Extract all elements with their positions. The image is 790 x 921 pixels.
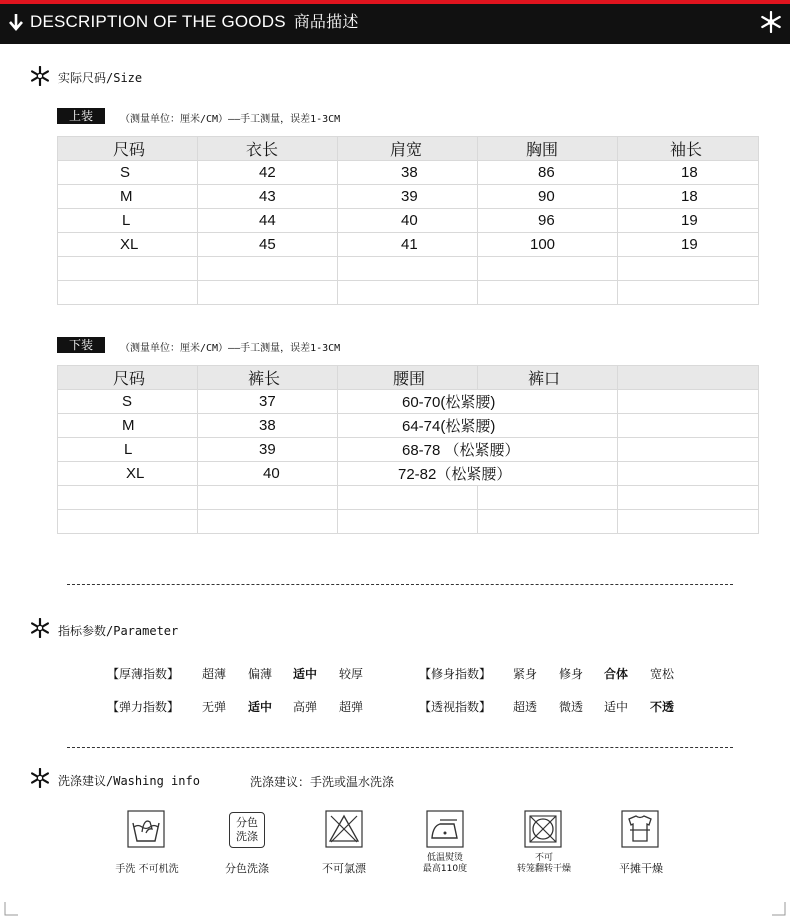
snowflake-icon: [30, 66, 50, 86]
cell: 68-78 （松紧腰）: [338, 438, 618, 462]
size-heading: 实际尺码/Size: [58, 71, 143, 85]
param-row-2: [0, 698, 790, 718]
header-title: [30, 9, 359, 32]
param-label-thickness: 【厚薄指数】: [107, 667, 180, 681]
table-row: [58, 209, 759, 233]
cell: 39: [198, 438, 338, 462]
cell: 19: [618, 233, 759, 257]
table-row: [58, 390, 759, 414]
cell: 38: [338, 161, 478, 185]
param-option-selected: 适中: [248, 700, 273, 714]
hand-wash-icon: [127, 810, 165, 848]
param-option: 超弹: [339, 700, 364, 714]
no-tumble-dry-icon: [524, 810, 562, 848]
cell: 100: [478, 233, 618, 257]
wash-caption: [505, 853, 583, 875]
cell: 38: [198, 414, 338, 438]
cell-size: XL: [58, 462, 198, 486]
param-option-selected: 适中: [293, 667, 318, 681]
table-row-empty: [58, 281, 759, 305]
param-option: 高弹: [293, 700, 318, 714]
param-label-sheerness: 【透视指数】: [419, 700, 492, 714]
table-row: [58, 185, 759, 209]
cell: 86: [478, 161, 618, 185]
cell: 37: [198, 390, 338, 414]
corner-mark: [4, 902, 18, 916]
snowflake-icon: [30, 618, 50, 638]
table-header-row: [58, 137, 759, 161]
cell: 18: [618, 161, 759, 185]
cell-size: S: [58, 161, 198, 185]
col-waist: 腰围: [338, 366, 478, 390]
cell: 40: [198, 462, 338, 486]
cell-size: S: [58, 390, 198, 414]
param-option: 无弹: [202, 700, 227, 714]
col-sleeve: 袖长: [618, 137, 759, 161]
cell: 96: [478, 209, 618, 233]
param-option-selected: 不透: [650, 700, 675, 714]
cell-size: L: [58, 209, 198, 233]
wash-caption: 不可氯漂: [322, 862, 366, 875]
cell: 60-70(松紧腰): [338, 390, 618, 414]
param-option: 宽松: [650, 667, 675, 681]
bottom-tag: 下装: [57, 337, 105, 353]
top-tag: 上装: [57, 108, 105, 124]
wash-caption: 平摊干燥: [619, 862, 663, 875]
cell: 18: [618, 185, 759, 209]
caption-line: 最高110度: [422, 864, 468, 874]
cell: 39: [338, 185, 478, 209]
washing-heading: 洗涤建议/Washing info: [58, 774, 200, 788]
caption-line: 转笼翻转干燥: [516, 864, 571, 874]
cell: 45: [198, 233, 338, 257]
cell-size: M: [58, 185, 198, 209]
cell: 19: [618, 209, 759, 233]
parameter-heading: 指标参数/Parameter: [58, 624, 179, 638]
table-row: [58, 414, 759, 438]
cell: 40: [338, 209, 478, 233]
param-option: 较厚: [339, 667, 364, 681]
table-row-empty: [58, 486, 759, 510]
table-row: [58, 438, 759, 462]
param-option: 微透: [559, 700, 584, 714]
arrow-down-icon: [8, 13, 24, 31]
table-row: [58, 161, 759, 185]
col-hem: 裤口: [478, 366, 618, 390]
col-chest: 胸围: [478, 137, 618, 161]
cell-size: M: [58, 414, 198, 438]
bottom-note: （测量单位：厘米/CM）——手工测量，误差1-3CM: [120, 343, 341, 354]
divider: [67, 747, 733, 748]
table-row-empty: [58, 257, 759, 281]
col-pants-length: 裤长: [198, 366, 338, 390]
col-length: 衣长: [198, 137, 338, 161]
param-label-elasticity: 【弹力指数】: [107, 700, 180, 714]
table-row: [58, 462, 759, 486]
table-row: [58, 233, 759, 257]
wash-caption: 手洗 不可机洗: [115, 864, 179, 875]
top-note: （测量单位：厘米/CM）——手工测量，误差1-3CM: [120, 114, 341, 125]
caption-line: 低温熨烫: [426, 853, 463, 863]
flat-dry-icon: [621, 810, 659, 848]
wash-caption: [410, 853, 480, 875]
param-option: 修身: [559, 667, 584, 681]
no-bleach-icon: [325, 810, 363, 848]
icon-text: 洗涤: [236, 830, 258, 843]
corner-mark: [772, 902, 786, 916]
header-title-cn: 商品描述: [293, 12, 359, 31]
cell: 64-74(松紧腰): [338, 414, 618, 438]
cell: 72-82（松紧腰）: [338, 462, 618, 486]
separate-color-wash-icon: [229, 812, 265, 848]
cell: 42: [198, 161, 338, 185]
cell: 44: [198, 209, 338, 233]
param-option-selected: 合体: [604, 667, 629, 681]
icon-text: 分色: [236, 816, 258, 829]
param-option: 超薄: [202, 667, 227, 681]
param-option: 超透: [513, 700, 538, 714]
header-title-en: DESCRIPTION OF THE GOODS: [30, 12, 286, 31]
table-header-row: [58, 366, 759, 390]
cell: 43: [198, 185, 338, 209]
cell-size: XL: [58, 233, 198, 257]
divider: [67, 584, 733, 585]
washing-advice: 洗涤建议：手洗或温水洗涤: [250, 775, 395, 789]
param-row-1: [0, 665, 790, 685]
snowflake-icon: [30, 768, 50, 788]
param-option: 紧身: [513, 667, 538, 681]
cell-size: L: [58, 438, 198, 462]
param-option: 适中: [604, 700, 629, 714]
bottom-size-table: [57, 365, 759, 534]
col-shoulder: 肩宽: [338, 137, 478, 161]
wash-caption: 分色洗涤: [225, 862, 269, 875]
top-size-table: [57, 136, 759, 305]
col-size: 尺码: [58, 366, 198, 390]
cell: 41: [338, 233, 478, 257]
low-temp-iron-icon: [426, 810, 464, 848]
col-size: 尺码: [58, 137, 198, 161]
caption-line: 不可: [534, 853, 553, 863]
snowflake-icon: [760, 11, 782, 33]
param-label-fit: 【修身指数】: [419, 667, 492, 681]
cell: 90: [478, 185, 618, 209]
param-option: 偏薄: [248, 667, 273, 681]
table-row-empty: [58, 510, 759, 534]
